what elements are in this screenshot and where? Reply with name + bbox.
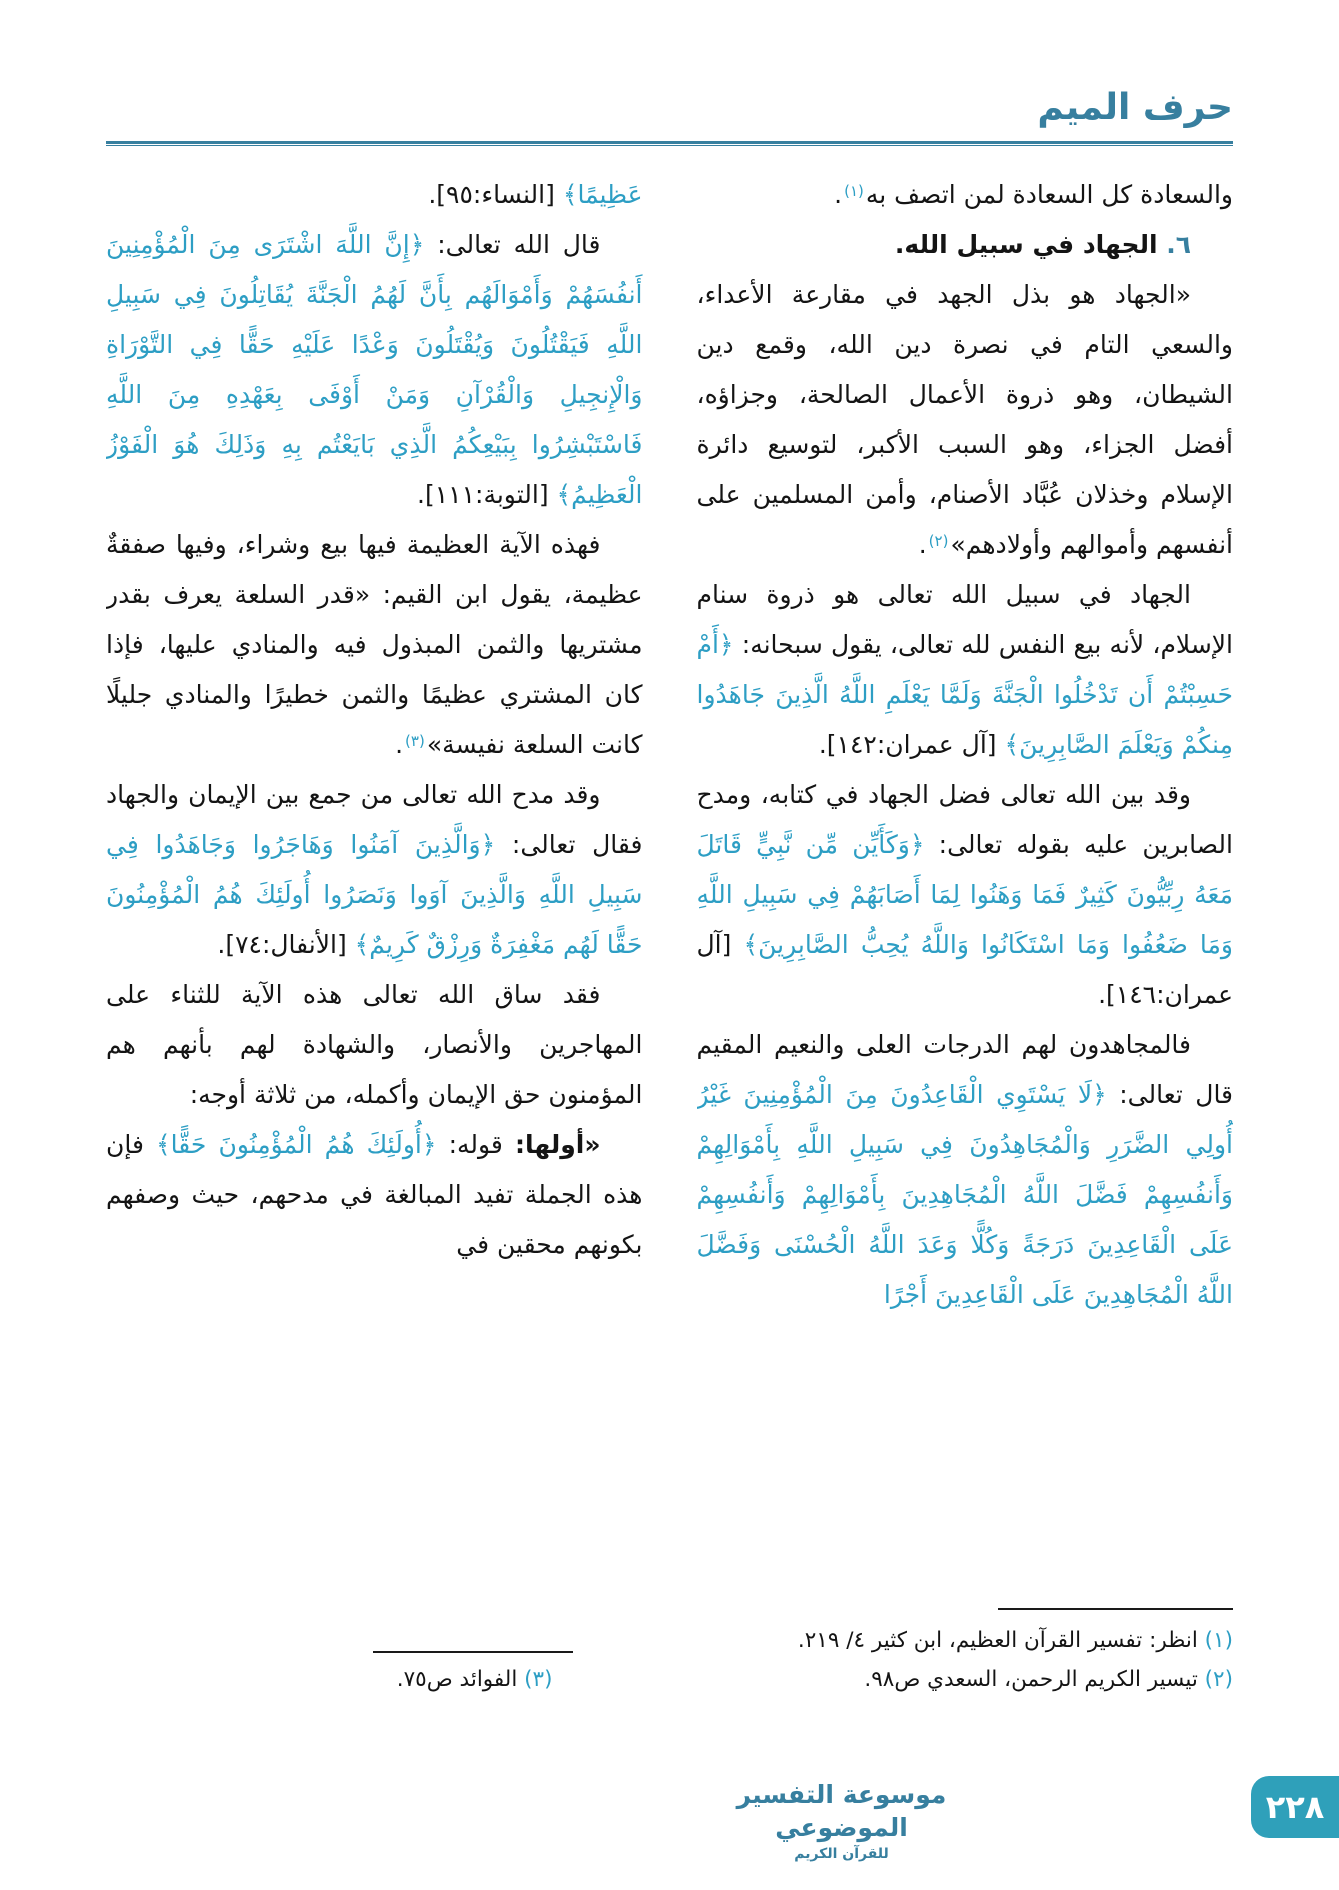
paragraph bbox=[697, 170, 1234, 220]
footnote-ref-marker: (٣) bbox=[405, 731, 425, 750]
footnote-text: الفوائد ص٧٥. bbox=[396, 1666, 518, 1692]
page-number-badge: ٢٢٨ bbox=[1251, 1776, 1339, 1838]
body-text: . bbox=[834, 180, 843, 210]
paragraph bbox=[106, 1661, 553, 1700]
paragraph bbox=[697, 1622, 1234, 1661]
text-columns bbox=[0, 146, 1339, 1705]
body-text: وقد مدح الله تعالى من جمع بين الإيمان والجهاد فقال تعالى: bbox=[106, 780, 643, 860]
body-text: «الجهاد هو بذل الجهد في مقارعة الأعداء، والسعي التام في نصرة دين الله، وقمع دين الشيطان، وهو ذروة الأعمال الصالحة، وجزاؤه، أفضل الجزاء، وهو السبب الأكبر، لتوسيع دائرة الإسلام وخذلان عُبَّاد الأصنام، وأمن المسلمين على أنفسهم وأموالهم وأولادهم» bbox=[696, 280, 1233, 560]
quran-verse: ﴿إِنَّ اللَّهَ اشْتَرَى مِنَ الْمُؤْمِنِينَ أَنفُسَهُمْ وَأَمْوَالَهُم بِأَنَّ لَهُمُ الْجَنَّةَ يُقَاتِلُونَ فِي سَبِيلِ اللَّهِ فَيَقْتُلُونَ وَيُقْتَلُونَ وَعْدًا عَلَيْهِ حَقًّا فِي التَّوْرَاةِ وَالْإِنجِيلِ وَالْقُرْآنِ وَمَنْ أَوْفَى بِعَهْدِهِ مِنَ اللَّهِ فَاسْتَبْشِرُوا بِبَيْعِكُمُ الَّذِي بَايَعْتُم بِهِ وَذَلِكَ هُوَ الْفَوْزُ الْعَظِيمُ﴾ bbox=[106, 230, 643, 510]
footnote-ref-marker: (٢) bbox=[928, 531, 949, 550]
footnote-divider bbox=[373, 1651, 573, 1653]
footnote-ref-marker: (١) bbox=[844, 181, 864, 200]
body-text: قال الله تعالى: bbox=[424, 230, 601, 260]
paragraph bbox=[697, 570, 1234, 770]
body-text: فهذه الآية العظيمة فيها بيع وشراء، وفيها صفقةٌ عظيمة، يقول ابن القيم: «قدر السلعة يعرف بقدر مشتريها والثمن المبذول فيه والمنادي عليها، فإذا كان المشتري عظيمًا والثمن خطيرًا والمنادي جليلًا كانت السلعة نفيسة» bbox=[106, 530, 643, 760]
body-text: الجهاد في سبيل الله تعالى هو ذروة سنام الإسلام، لأنه بيع النفس لله تعالى، يقول سبحانه: bbox=[696, 580, 1233, 660]
footnote-divider bbox=[998, 1608, 1233, 1610]
footnote-list bbox=[697, 1622, 1234, 1699]
footnote-text: انظر: تفسير القرآن العظيم، ابن كثير ٤/ ٢١٩. bbox=[797, 1627, 1198, 1653]
heading-number: ٦. bbox=[1157, 230, 1191, 260]
body-text: [التوبة:١١١]. bbox=[417, 480, 557, 510]
right-column bbox=[697, 170, 1234, 1705]
paragraph bbox=[106, 970, 643, 1120]
right-footnotes bbox=[697, 1608, 1234, 1705]
quran-verse: عَظِيمًا﴾ bbox=[562, 180, 643, 210]
body-text: . bbox=[395, 730, 404, 760]
quran-verse: ﴿أُولَئِكَ هُمُ الْمُؤْمِنُونَ حَقًّا﴾ bbox=[156, 1130, 437, 1160]
body-text: [الأنفال:٧٤]. bbox=[217, 930, 355, 960]
quran-verse: ﴿لَا يَسْتَوِي الْقَاعِدُونَ مِنَ الْمُؤْمِنِينَ غَيْرُ أُولِي الضَّرَرِ وَالْمُجَاهِدُونَ فِي سَبِيلِ اللَّهِ بِأَمْوَالِهِمْ وَأَنفُسِهِمْ فَضَّلَ اللَّهُ الْمُجَاهِدِينَ بِأَمْوَالِهِمْ وَأَنفُسِهِمْ عَلَى الْقَاعِدِينَ دَرَجَةً وَكُلًّا وَعَدَ اللَّهُ الْحُسْنَى وَفَضَّلَ اللَّهُ الْمُجَاهِدِينَ عَلَى الْقَاعِدِينَ أَجْرًا bbox=[696, 1080, 1233, 1310]
body-text: قوله: bbox=[436, 1130, 515, 1160]
paragraph bbox=[106, 520, 643, 770]
paragraph bbox=[697, 1661, 1234, 1700]
paragraph bbox=[106, 170, 643, 220]
footnote-number: (١) bbox=[1197, 1627, 1233, 1653]
body-text: وقد بين الله تعالى فضل الجهاد في كتابه، ومدح الصابرين عليه بقوله تعالى: bbox=[696, 780, 1233, 860]
body-text: والسعادة كل السعادة لمن اتصف به bbox=[865, 180, 1233, 210]
paragraph bbox=[106, 220, 643, 520]
quran-verse: ﴿وَالَّذِينَ آمَنُوا وَهَاجَرُوا وَجَاهَدُوا فِي سَبِيلِ اللَّهِ وَالَّذِينَ آوَوا وَنَصَرُوا أُولَئِكَ هُمُ الْمُؤْمِنُونَ حَقًّا لَهُم مَغْفِرَةٌ وَرِزْقٌ كَرِيمٌ﴾ bbox=[106, 830, 643, 960]
footnote-number: (٢) bbox=[1197, 1666, 1233, 1692]
body-text: . bbox=[918, 530, 927, 560]
body-text: فقد ساق الله تعالى هذه الآية للثناء على المهاجرين والأنصار، والشهادة لهم بأنهم هم المؤمنون حق الإيمان وأكمله، من ثلاثة أوجه: bbox=[106, 980, 643, 1110]
footnote-number: (٣) bbox=[517, 1666, 553, 1692]
paragraph bbox=[106, 770, 643, 970]
body-text: [النساء:٩٥]. bbox=[428, 180, 563, 210]
paragraph bbox=[697, 1020, 1234, 1320]
left-column bbox=[106, 170, 643, 1705]
page-footer bbox=[0, 1720, 1339, 1890]
quran-verse: ﴿وَكَأَيِّن مِّن نَّبِيٍّ قَاتَلَ مَعَهُ رِبِّيُّونَ كَثِيرٌ فَمَا وَهَنُوا لِمَا أَصَابَهُمْ فِي سَبِيلِ اللَّهِ وَمَا ضَعُفُوا وَمَا اسْتَكَانُوا وَاللَّهُ يُحِبُّ الصَّابِرِينَ﴾ bbox=[696, 830, 1233, 960]
page-header bbox=[0, 0, 1339, 146]
bold-text: «أولها: bbox=[514, 1130, 601, 1160]
body-text: [آل عمران:١٤٦]. bbox=[696, 930, 1233, 1010]
paragraph bbox=[697, 270, 1234, 570]
right-column-text bbox=[697, 170, 1234, 1320]
bold-text: الجهاد في سبيل الله. bbox=[894, 230, 1158, 260]
body-text: فالمجاهدون لهم الدرجات العلى والنعيم المقيم قال تعالى: bbox=[696, 1030, 1233, 1110]
footnote-text: تيسير الكريم الرحمن، السعدي ص٩٨. bbox=[864, 1666, 1198, 1692]
section-heading bbox=[697, 220, 1234, 270]
logo-title: موسوعة التفسير الموضوعي bbox=[736, 1780, 947, 1842]
paragraph bbox=[106, 1120, 643, 1270]
publisher-logo bbox=[724, 1779, 959, 1862]
chapter-title: حرف الميم bbox=[1037, 87, 1233, 128]
quran-verse: ﴿أَمْ حَسِبْتُمْ أَن تَدْخُلُوا الْجَنَّةَ وَلَمَّا يَعْلَمِ اللَّهُ الَّذِينَ جَاهَدُوا مِنكُمْ وَيَعْلَمَ الصَّابِرِينَ﴾ bbox=[696, 630, 1233, 760]
footnote-list bbox=[106, 1661, 553, 1700]
body-text: فإن هذه الجملة تفيد المبالغة في مدحهم، حيث وصفهم بكونهم محقين في bbox=[106, 1130, 643, 1260]
paragraph bbox=[697, 770, 1234, 1020]
logo-subtitle: للقرآن الكريم bbox=[794, 1846, 889, 1862]
left-column-text bbox=[106, 170, 643, 1270]
body-text: [آل عمران:١٤٢]. bbox=[818, 730, 1005, 760]
left-footnotes bbox=[106, 1651, 643, 1706]
